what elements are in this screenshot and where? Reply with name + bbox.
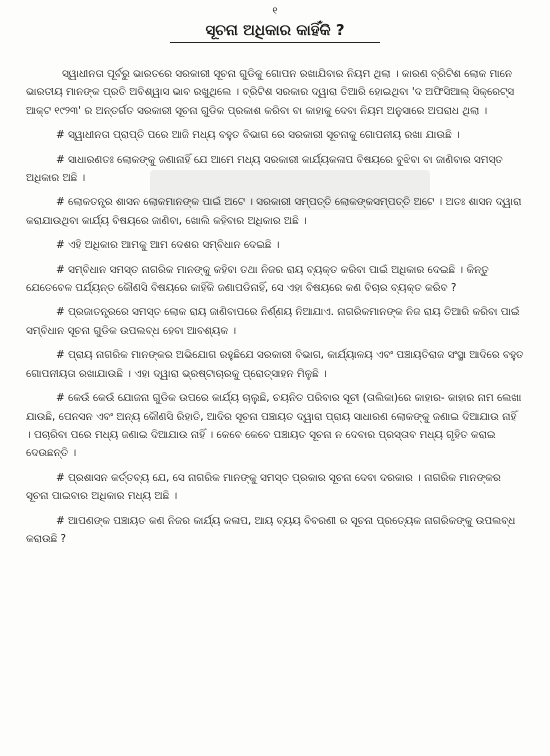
paragraph-item: # ପ୍ରଶାସନ କର୍ତ୍ତବ୍ୟ ଯେ, ସେ ନାଗରିକ ମାନଙ୍କୁ ସମସ୍ତ ପ୍ରକାର ସୂଚନା ଦେବା ଦରକାର । ନାଗରିକ ମାନଙ୍କର ସୂଚନା ପାଇବାର ଅଧିକାର ମଧ୍ୟ ଅଛି ।: [26, 471, 501, 503]
title-underline: [170, 42, 380, 43]
paragraph-item: # ଆପଣଙ୍କ ପଞ୍ଚାୟତ କଣ ନିଜର କାର୍ଯ୍ୟ କଳାପ, ଆୟ ବ୍ୟୟ ବିବରଣୀ ର ସୂଚନା ପ୍ରତ୍ୟେକ ନାଗରିକଙ୍କୁ ଉପଲବ୍ଧ କରାଉଛି ?: [26, 514, 516, 545]
show-through-shadow: [150, 170, 430, 210]
paragraph-item: # କେଉଁ କେଉଁ ଯୋଜନା ଗୁଡିକ ଉପରେ କାର୍ଯ୍ୟ ଚାଲୁଛି, ଚୟନିତ ପରିବାର ସୂଚୀ (ତାଲିକା)ରେ କାହାର- କାହାର ନାମ ଲେଖା ଯାଉଛି, ପେନସନ ଏବଂ ଅନ୍ୟ କୌଣସି ରିହାତି, ଆଦିର ସୂଚନା ପଞ୍ଚାୟତ ଦ୍ୱାରା ପ୍ରାୟ ସାଧାରଣ ଲୋକଙ୍କୁ ଜଣାଇ ଦିଆଯାଉ ନାହିଁ । ପଚାରିବା ପରେ ମଧ୍ୟ ଜଣାଇ ଦିଆଯାଉ ନାହିଁ । କେବେ କେବେ ପଞ୍ଚାୟତ ସୂଚନା ନ ଦେବାର ପ୍ରସ୍ତାବ ମଧ୍ୟ ଗୃହିତ କରାଇ ଦେଉଛନ୍ତି ।: [26, 392, 522, 460]
paragraph-item: # ପ୍ରାୟ ନାଗରିକ ମାନଙ୍କର ଅଭିଯୋଗ ରହୁଛିଯେ ସରକାରୀ ବିଭାଗ, କାର୍ଯ୍ୟାଳୟ ଏବଂ ପଞ୍ଚାୟତିରାଜ ସଂସ୍ଥା ଆଦିରେ ବହୁତ ଗୋପନୀୟତା ରଖାଯାଉଛି । ଏହା ଦ୍ୱାରା ଭ୍ରଷ୍ଟାଚାରକୁ ପ୍ରୋତ୍ସାହନ ମିଳୁଛି ।: [26, 349, 524, 380]
paragraph-item: # ସାଧାରଣତଃ ଲୋକଙ୍କୁ ଜଣାନାହିଁ ଯେ ଆମେ ମଧ୍ୟ ସରକାରୀ କାର୍ଯ୍ୟକଳାପ ବିଷୟରେ ବୁଝିବା ବା ଜାଣିବାର ସମସ୍ତ ଅଧିକାର ଅଛି ।: [26, 153, 503, 185]
paragraph-item: # ପ୍ରଜାତନ୍ତ୍ରରେ ସମସ୍ତ ଲୋକ ରାୟ ଜାଣିବାପରେ ନିର୍ଣ୍ଣୟ ନିଆଯାଏ. ନାଗରିକମାନଙ୍କ ନିଜ ରାୟ ତିଆରି କରିବା ପାଇଁ ସମ୍ବିଧାନ ସୂଚନା ଗୁଡିକ ଉପଲବ୍ଧ ହେବା ଆବଶ୍ୟକ ।: [26, 306, 520, 337]
paragraph-item: # ଏହି ଅଧିକାର ଆମକୁ ଆମ ଦେଶର ସମ୍ବିଧାନ ଦେଇଛି ।: [56, 239, 280, 252]
page-title: ସୂଚନା ଅଧିକାର କାହିଁକି ?: [205, 21, 345, 39]
paragraph-item: # ଲୋକତନ୍ତ୍ର ଶାସନ ଲୋକମାନଙ୍କ ପାଇଁ ଅଟେ । ସରକାରୀ ସମ୍ପତ୍ତି ଲୋକଙ୍କସମ୍ପତ୍ତି ଅଟେ । ଅତଃ ଶାସନ ଦ୍ୱାରା କରାଯାଉଥିବା କାର୍ଯ୍ୟ ବିଷୟରେ ଜାଣିବା, ଖୋଲି କହିବାର ଅଧିକାର ଅଛି ।: [26, 196, 522, 227]
paragraph-intro: ସ୍ୱାଧୀନତା ପୂର୍ବରୁ ଭାରତରେ ସରକାରୀ ସୂଚନା ଗୁଡିକୁ ଗୋପନ ରଖାଯିବାର ନିୟମ ଥିଲା । କାରଣ ବ୍ରିଟିଶ ଲୋକ ମାନେ ଭାରତୀୟ ମାନଙ୍କ ପ୍ରତି ଅବିଶ୍ୱାସ ଭାବ ରଖୁଥିଲେ । ବ୍ରିଟିଶ ସରକାର ଦ୍ୱାରା ତିଆରି ହୋଇଥିବା 'ଦ ଅଫିସିଆଲ୍ ସିକ୍ରେଟ୍ସ ଆକ୍ଟ ୧୯୨୩' ର ଅନ୍ତର୍ଗତ ସରକାରୀ ସୂଚନା ଗୁଡିକ ପ୍ରକାଶ କରିବା ବା କାହାକୁ ଦେବା ନିୟମ ଅନୁସାରେ ଅପରାଧ ଥିଲା ।: [26, 68, 515, 117]
page-number: ୧: [272, 6, 278, 17]
paragraph-item: # ସ୍ୱାଧୀନତା ପ୍ରାପ୍ତି ପରେ ଆଜି ମଧ୍ୟ ବହୁତ ବିଭାଗ ରେ ସରକାରୀ ସୂଚନାକୁ ଗୋପନୀୟ ରଖା ଯାଉଛି ।: [56, 129, 460, 142]
paragraph-item: # ସମ୍ବିଧାନ ସମସ୍ତ ନାଗରିକ ମାନଙ୍କୁ କହିବା ତଥା ନିଜର ରାୟ ବ୍ୟକ୍ତ କରିବା ପାଇଁ ଅଧିକାର ଦେଇଛି । କିନ୍ତୁ ଯେତେବେଳ ପର୍ଯ୍ୟନ୍ତ କୌଣସି ବିଷୟରେ କାହିଁକି ଜଣାପଡିନାହିଁ, ସେ ଏହା ବିଷୟରେ କଣ ବିଚାର ବ୍ୟକ୍ତ କରିବ ?: [26, 263, 489, 295]
